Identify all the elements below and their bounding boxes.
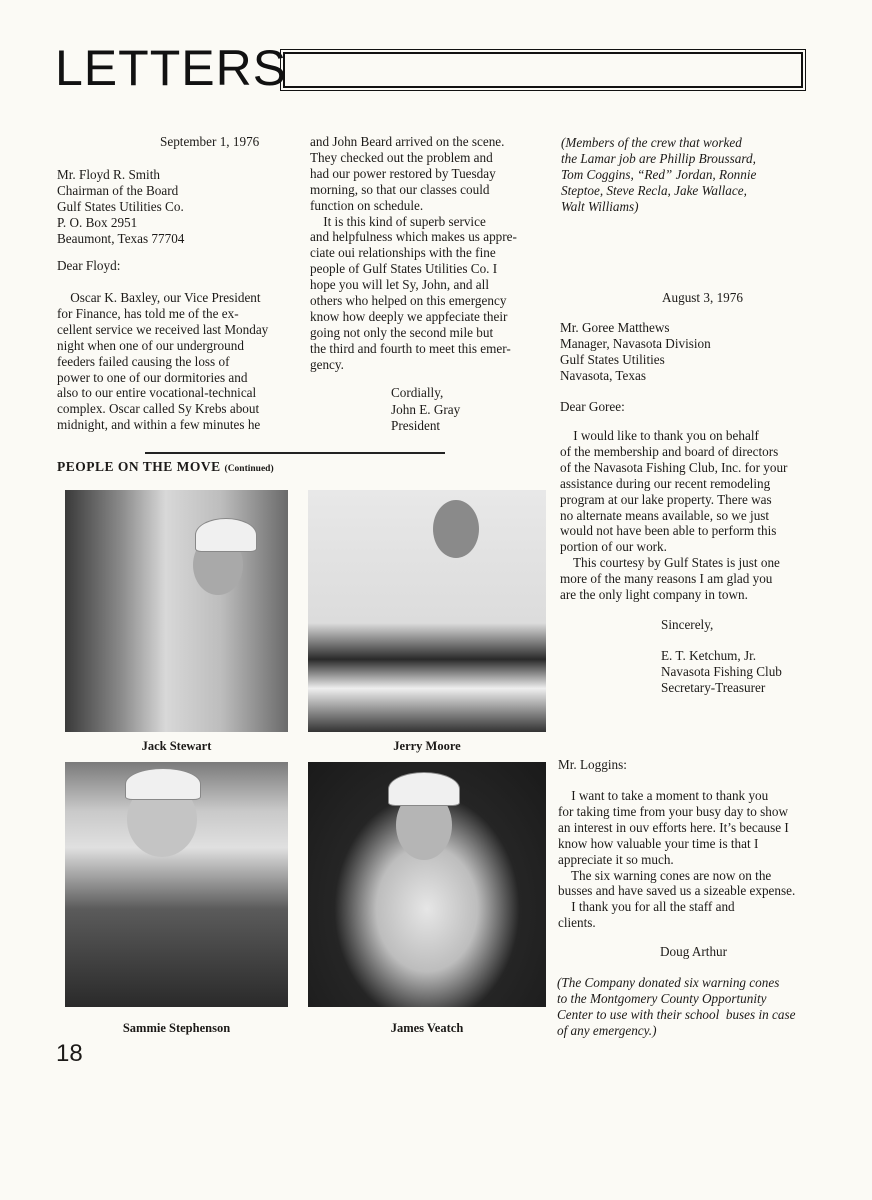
text-line: Mr. Floyd R. Smith [57, 167, 160, 182]
text-line: also to our entire vocational-technical [57, 385, 257, 401]
text-line: (Members of the crew that worked [561, 135, 742, 150]
text-line: Oscar K. Baxley, our Vice President [57, 290, 261, 305]
title-rule-box [283, 52, 803, 88]
text-line: for Finance, has told me of the ex- [57, 305, 239, 321]
text-line: Navasota, Texas [560, 367, 646, 383]
letter1-signature [391, 402, 460, 434]
text-line: of the Navasota Fishing Club, Inc. for your [560, 459, 788, 475]
text-line: people of Gulf States Utilities Co. I [310, 261, 498, 277]
text-line: know how deeply we appfeciate their [310, 308, 508, 324]
letter2-address [560, 320, 711, 384]
text-line: of any emergency.) [557, 1022, 657, 1038]
text-line: to the Montgomery County Opportunity [557, 990, 767, 1006]
text-line: Manager, Navasota Division [560, 335, 711, 351]
text-line: night when one of our underground [57, 337, 244, 353]
text-line: function on schedule. [310, 197, 424, 213]
letter3-signature: Doug Arthur [660, 944, 728, 959]
text-line: cellent service we received last Monday [57, 321, 269, 337]
photo-caption: Jerry Moore [393, 739, 461, 753]
letter2-salutation: Dear Goree: [560, 399, 625, 414]
text-line: program at our lake property. There was [560, 491, 772, 507]
text-line: others who helped on this emergency [310, 293, 507, 309]
text-line: clients. [558, 915, 596, 931]
photo-jerry-moore [308, 490, 546, 732]
text-line: the third and fourth to meet this emer- [310, 340, 511, 356]
section-divider [145, 452, 445, 454]
text-line: ciate oui relationships with the fine [310, 245, 496, 261]
text-line: I want to take a moment to thank you [558, 788, 769, 803]
letter2-closing: Sincerely, [661, 617, 714, 632]
text-line: Mr. Goree Matthews [560, 320, 670, 335]
text-line: Navasota Fishing Club [661, 663, 782, 679]
text-line: I would like to thank you on behalf [560, 428, 759, 443]
text-line: an interest in ouv efforts here. It’s because I [558, 819, 789, 835]
text-line: Walt Williams) [561, 198, 639, 214]
text-line: President [391, 417, 441, 433]
text-line: Secretary-Treasurer [661, 679, 766, 695]
text-line: Gulf States Utilities Co. [57, 198, 184, 214]
text-line: the Lamar job are Phillip Broussard, [561, 150, 756, 166]
text-line: appreciate it so much. [558, 851, 674, 867]
text-line: busses and have saved us a sizeable expense. [558, 883, 796, 899]
text-line: The six warning cones are now on the [558, 867, 772, 883]
text-line: gency. [310, 356, 344, 372]
page-title: LETTERS [55, 40, 288, 96]
letter3-salutation: Mr. Loggins: [558, 757, 627, 772]
text-line: Chairman of the Board [57, 182, 179, 198]
text-line: midnight, and within a few minutes he [57, 417, 261, 433]
text-line: P. O. Box 2951 [57, 214, 138, 230]
photo-james-veatch [308, 762, 546, 1007]
text-line: I thank you for all the staff and [558, 899, 735, 915]
text-line: hope you will let Sy, John, and all [310, 277, 489, 293]
text-line: and John Beard arrived on the scene. [310, 134, 505, 149]
section-heading [57, 459, 274, 475]
text-line: John E. Gray [391, 402, 461, 417]
letter1-address [57, 167, 184, 247]
text-line: of the membership and board of directors [560, 443, 779, 459]
text-line: E. T. Ketchum, Jr. [661, 648, 757, 663]
page-number: 18 [56, 1040, 83, 1067]
letter1-salutation: Dear Floyd: [57, 258, 121, 273]
text-line: Gulf States Utilities [560, 351, 665, 367]
text-line: and helpfulness which makes us appre- [310, 229, 517, 245]
text-line: (The Company donated six warning cones [557, 975, 780, 990]
text-line: portion of our work. [560, 539, 667, 555]
text-line: assistance during our recent remodeling [560, 475, 771, 491]
text-line: Beaumont, Texas 77704 [57, 230, 185, 246]
photo-jack-stewart [65, 490, 288, 732]
text-line: had our power restored by Tuesday [310, 165, 496, 181]
letter2-signature [661, 648, 782, 696]
text-line: going not only the second mile but [310, 324, 494, 340]
text-line: Steptoe, Steve Recla, Jake Wallace, [561, 182, 747, 198]
text-line: would not have been able to perform this [560, 523, 777, 539]
text-line: for taking time from your busy day to show [558, 803, 789, 819]
letter1-closing: Cordially, [391, 385, 444, 400]
photo-caption: Jack Stewart [141, 739, 212, 753]
letter3-note [557, 975, 795, 1039]
text-line: Tom Coggins, “Red” Jordan, Ronnie [561, 166, 757, 182]
letter1-date: September 1, 1976 [160, 134, 260, 149]
text-line: feeders failed causing the loss of [57, 353, 230, 369]
letter2-date: August 3, 1976 [662, 290, 743, 305]
text-line: know how valuable your time is that I [558, 835, 759, 851]
letter2-body [560, 428, 787, 603]
photo-caption: James Veatch [390, 1021, 464, 1035]
text-line: complex. Oscar called Sy Krebs about [57, 401, 260, 417]
letter1-body-col2 [310, 134, 517, 373]
photo-caption: Sammie Stephenson [122, 1021, 231, 1035]
letter3-body [558, 788, 795, 931]
text-line: power to one of our dormitories and [57, 369, 248, 385]
letter1-body-col1 [57, 290, 268, 433]
text-line: Center to use with their school buses in case [557, 1006, 796, 1022]
photo-sammie-stephenson [65, 762, 288, 1007]
text-line: This courtesy by Gulf States is just one [560, 555, 780, 571]
text-line: morning, so that our classes could [310, 181, 490, 197]
section-heading-text: PEOPLE ON THE MOVE [57, 459, 221, 474]
letter1-crew-note [561, 135, 756, 215]
text-line: no alternate means available, so we just [560, 507, 770, 523]
section-heading-suffix: (Continued) [224, 464, 274, 474]
text-line: It is this kind of superb service [310, 213, 486, 229]
text-line: are the only light company in town. [560, 587, 748, 603]
text-line: more of the many reasons I am glad you [560, 571, 773, 587]
text-line: They checked out the problem and [310, 149, 493, 165]
